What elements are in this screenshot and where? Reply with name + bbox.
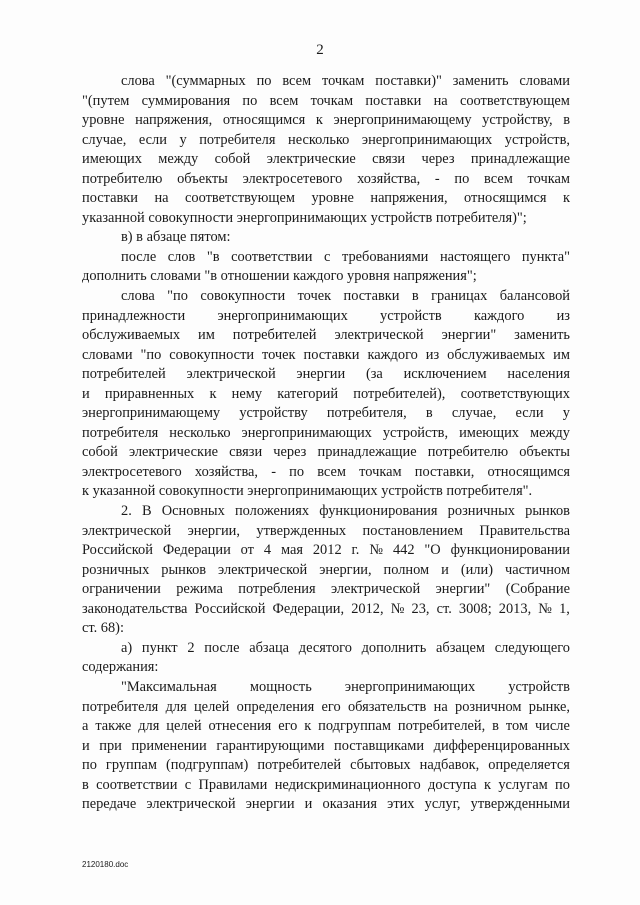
text-line: собой электрические связи через принадлежащие потребителю объекты [82,444,570,461]
text-line: указанной совокупности энергопринимающих устройств потребителя)"; [82,209,527,226]
text-line: в) в абзаце пятом: [121,229,231,246]
text-line: в соответствии с Правилами недискриминационного доступа к услугам по [82,776,570,793]
paragraph [82,287,570,502]
text-line: потребителю объекты электросетевого хозяйства, - по всем точкам [82,170,570,187]
text-line: принадлежности энергопринимающих устройств каждого из [82,307,570,324]
text-line: потребителей электрической энергии (за исключением населения [82,366,570,383]
text-line: слова "по совокупности точек поставки в границах балансовой [121,288,570,305]
text-line: 2. В Основных положениях функционирования розничных рынков [121,503,570,520]
text-line: передаче электрической энергии и оказания этих услуг, утвержденными [82,796,570,813]
text-line: Российской Федерации от 4 мая 2012 г. № 442 "О функционировании [82,542,570,559]
text-line: ст. 68): [82,620,124,637]
text-line: а) пункт 2 после абзаца десятого дополнить абзацем следующего [121,639,570,656]
text-line: электросетевого хозяйства, - по всем точкам поставки, относящимся [82,463,570,480]
text-line: имеющих между собой электрические связи через принадлежащие [82,151,570,168]
text-line: к указанной совокупности энергопринимающих устройств потребителя". [82,483,533,500]
page-number: 2 [316,42,324,58]
text-line: уровне напряжения, относящимся к энергопринимающему устройству, в [82,112,570,129]
text-line: "Максимальная мощность энергопринимающих устройств [121,678,570,695]
text-line: законодательства Российской Федерации, 2012, № 23, ст. 3008; 2013, № 1, [82,600,570,617]
text-line: электрической энергии, утвержденных постановлением Правительства [82,522,570,539]
text-line: энергопринимающему устройству потребителя, в случае, если у [82,405,570,422]
text-line: розничных рынков электрической энергии, полном и (или) частичном [82,561,570,578]
text-line: после слов "в соответствии с требованиями настоящего пункта" [121,248,570,265]
text-line: поставки на соответствующем уровне напряжения, относящимся к [82,190,570,207]
paragraph [82,72,570,228]
paragraph [82,248,570,287]
text-line: дополнить словами "в отношении каждого уровня напряжения"; [82,268,477,285]
text-line: потребителя для целей определения его обязательств на розничном рынке, [82,698,570,715]
text-line: а также для целей отнесения его к подгруппам потребителей, в том числе [82,718,570,735]
footer-filename: 2120180.doc [82,860,129,869]
text-line: и при применении гарантирующими поставщиками дифференцированных [82,737,570,754]
text-line: потребителя несколько энергопринимающих устройств, имеющих между [82,424,570,441]
paragraph [82,228,570,248]
text-line: случае, если у потребителя несколько энергопринимающих устройств, [82,131,570,148]
text-line: слова "(суммарных по всем точкам поставки)" заменить словами [121,73,570,89]
paragraph [82,678,570,815]
document-body [82,72,570,815]
text-line: словами "по совокупности точек поставки каждого из обслуживаемых им [82,346,570,363]
text-line: "(путем суммирования по всем точкам поставки на соответствующем [82,92,570,109]
text-line: содержания: [82,659,159,676]
paragraph [82,639,570,678]
text-line: по группам (подгруппам) потребителей сбытовых надбавок, определяется [82,757,570,774]
text-line: и приравненных к нему категорий потребителей), соответствующих [82,385,570,402]
text-line: ограничении режима потребления электрической энергии" (Собрание [82,581,570,598]
paragraph [82,502,570,639]
text-line: обслуживаемых им потребителей электрической энергии" заменить [82,327,570,344]
